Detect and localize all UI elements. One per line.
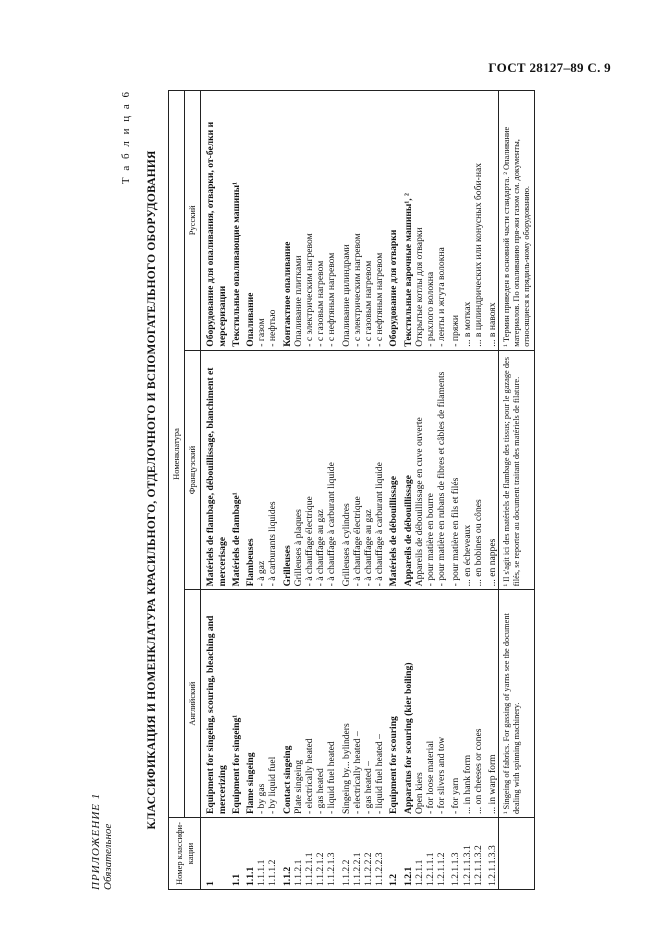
cell-en: Singeing by... bylinders: [338, 590, 352, 818]
table-row: [484, 91, 499, 890]
cell-fr: Grilleuses: [279, 350, 293, 590]
table-row: [436, 91, 447, 890]
cell-num: 1.1.2.2.2: [363, 818, 374, 890]
cell-fr: Matériels de flambage, débouillissage, blanchiment et mercerisage: [201, 350, 228, 590]
cell-en: - electrically heated –: [352, 590, 363, 818]
table-row: [267, 91, 278, 890]
cell-fr: Grilleuses à cylindres: [338, 350, 352, 590]
cell-ru: ... в навоях: [484, 91, 499, 351]
table-label: Т а б л и ц а 6: [120, 90, 132, 185]
cell-fr: - à chauffage au gaz: [315, 350, 326, 590]
cell-num: 1.1.2.1.2: [315, 818, 326, 890]
cell-num: 1.1.2.2: [338, 818, 352, 890]
cell-en: Open kiers: [414, 590, 425, 818]
cell-fr: Appareils de débouillissage en cuve ouverte: [414, 350, 425, 590]
cell-fr: - pour matière en rubans de fibres et câbles de filaments: [436, 350, 447, 590]
cell-ru: Контактное опаливание: [279, 91, 293, 351]
cell-num: 1.1.1.1: [256, 818, 267, 890]
table-row: [400, 91, 414, 890]
cell-en: Apparatus for scouring (kier boiling): [400, 590, 414, 818]
classification-table: [168, 90, 535, 890]
cell-ru: - с газовым нагревом: [315, 91, 326, 351]
table-row: [352, 91, 363, 890]
cell-num: 1: [201, 818, 228, 890]
table-row: [385, 91, 399, 890]
cell-fr: - à carburants liquides: [267, 350, 278, 590]
cell-ru: Опаливание цилиндрами: [338, 91, 352, 351]
cell-num: 1.1.2.1: [293, 818, 304, 890]
document-title: КЛАССИФИКАЦИЯ И НОМЕНКЛАТУРА КРАСИЛЬНОГО, ОТДЕЛОЧНОГО И ВСПОМОГАТЕЛЬНОГО ОБОРУДОВАНИЯ: [146, 150, 158, 830]
cell-fr: Matériels de flambage¹: [228, 350, 242, 590]
appendix-title: ПРИЛОЖЕНИЕ 1: [90, 792, 102, 890]
cell-num: 1.2.1.1.2: [436, 818, 447, 890]
cell-ru: - с газовым нагревом: [363, 91, 374, 351]
cell-fr: - à chauffage au gaz: [363, 350, 374, 590]
table-row: [304, 91, 315, 890]
table-row: [414, 91, 425, 890]
cell-en: ... in hank form: [462, 590, 473, 818]
table-row: [363, 91, 374, 890]
cell-fr: - à chauffage à carburant liquide: [374, 350, 385, 590]
table-row: [473, 91, 484, 890]
cell-fr: Appareils de débouillissage: [400, 350, 414, 590]
cell-ru: - с нефтяным нагревом: [326, 91, 337, 351]
cell-fr: ... en écheveaux: [462, 350, 473, 590]
column-header-french: Французский: [185, 350, 201, 590]
table-row: [425, 91, 436, 890]
cell-ru: ... в цилиндрических или конусных боби-нах: [473, 91, 484, 351]
cell-ru: ... в мотках: [462, 91, 473, 351]
cell-ru: Опаливание плитками: [293, 91, 304, 351]
cell-fr: - à gaz: [256, 350, 267, 590]
cell-ru: Текстильные опаливающие машины¹: [228, 91, 242, 351]
cell-num: 1.2.1.1.3.2: [473, 818, 484, 890]
cell-fr: ... en nappes: [484, 350, 499, 590]
footnote-english: ¹ Singeing of fabrics. For gassing of yarns see the document dealing with spinning machinery.: [499, 590, 535, 818]
cell-en: - by liquid fuel: [267, 590, 278, 818]
table-row: [326, 91, 337, 890]
cell-ru: - нефтью: [267, 91, 278, 351]
column-header-english: Английский: [185, 590, 201, 818]
cell-ru: - ленты и жгута волокна: [436, 91, 447, 351]
cell-en: ... in warp form: [484, 590, 499, 818]
cell-ru: Опаливание: [242, 91, 256, 351]
cell-en: - for yarn: [447, 590, 461, 818]
cell-ru: - пряжи: [447, 91, 461, 351]
cell-num: 1.2.1.1.3: [447, 818, 461, 890]
cell-fr: ... en bobines ou cônes: [473, 350, 484, 590]
rotated-page-content: [90, 90, 620, 890]
table-row: [374, 91, 385, 890]
cell-en: Equipment for scouring: [385, 590, 399, 818]
cell-ru: - с нефтяным нагревом: [374, 91, 385, 351]
cell-ru: - рыхлого волокна: [425, 91, 436, 351]
cell-en: - for loose material: [425, 590, 436, 818]
cell-num: 1.2.1.1.3.1: [462, 818, 473, 890]
cell-ru: Оборудование для опаливания, отварки, от-белки и мерсеризации: [201, 91, 228, 351]
page-header-standard: ГОСТ 28127–89 С. 9: [488, 60, 611, 75]
cell-en: - gas heated –: [363, 590, 374, 818]
cell-en: Contact singeing: [279, 590, 293, 818]
cell-en: Plate singeing: [293, 590, 304, 818]
table-row: [242, 91, 256, 890]
cell-en: - liquid fuel heated –: [374, 590, 385, 818]
table-row: [279, 91, 293, 890]
table-row: [462, 91, 473, 890]
cell-num: 1.2.1: [400, 818, 414, 890]
cell-en: ... on cheeses or cones: [473, 590, 484, 818]
cell-num: 1.2.1.1.3.3: [484, 818, 499, 890]
cell-ru: - с электрическим нагревом: [304, 91, 315, 351]
cell-en: - liquid fuel heated: [326, 590, 337, 818]
table-row: [256, 91, 267, 890]
table-row: [293, 91, 304, 890]
cell-fr: Flambeuses: [242, 350, 256, 590]
cell-en: - for slivers and tow: [436, 590, 447, 818]
cell-ru: Открытые котлы для отварки: [414, 91, 425, 351]
cell-num: 1.1.2: [279, 818, 293, 890]
appendix-subtitle: Обязательное: [102, 823, 114, 890]
cell-ru: - газом: [256, 91, 267, 351]
cell-en: - gas heated: [315, 590, 326, 818]
cell-en: - electrically heated: [304, 590, 315, 818]
cell-en: Equipment for singeing¹: [228, 590, 242, 818]
cell-num: 1.1: [228, 818, 242, 890]
column-header-nomenclature: Номенклатура: [169, 91, 185, 818]
column-header-number: Номер классифи-кации: [169, 818, 201, 890]
cell-num: 1.1.1: [242, 818, 256, 890]
table-row: [447, 91, 461, 890]
cell-ru: - с электрическим нагревом: [352, 91, 363, 351]
cell-num: 1.1.2.2.3: [374, 818, 385, 890]
table-row: [338, 91, 352, 890]
cell-num: 1.2.1.1: [414, 818, 425, 890]
cell-fr: - pour matière en fils et filés: [447, 350, 461, 590]
cell-ru: Оборудование для отварки: [385, 91, 399, 351]
cell-num: 1.1.2.2.1: [352, 818, 363, 890]
table-body: [201, 91, 499, 890]
cell-num: 1.1.2.1.1: [304, 818, 315, 890]
footnote-russian: ¹ Термин приведен в основной части стандарта. ² Опаливание материалов. По опаливанию пря-жи газом см. документы, относящиеся к прядиль-ному оборудованию.: [499, 91, 535, 351]
cell-num: 1.2.1.1.1: [425, 818, 436, 890]
cell-fr: - pour matière en bourre: [425, 350, 436, 590]
cell-ru: Текстильные варочные машины¹, ²: [400, 91, 414, 351]
table-row: [315, 91, 326, 890]
table-row: [228, 91, 242, 890]
cell-fr: - à chauffage électrique: [304, 350, 315, 590]
cell-en: Equipment for singeing, scouring, bleaching and mercerizing: [201, 590, 228, 818]
cell-num: 1.2: [385, 818, 399, 890]
appendix-label: [90, 793, 114, 890]
footnote-row: [499, 91, 535, 890]
cell-fr: Matériels de débouillissage: [385, 350, 399, 590]
column-header-russian: Русский: [185, 91, 201, 351]
cell-fr: - à chauffage électrique: [352, 350, 363, 590]
cell-num: 1.1.1.2: [267, 818, 278, 890]
cell-num: 1.1.2.1.3: [326, 818, 337, 890]
cell-en: - by gas: [256, 590, 267, 818]
cell-fr: - à chauffage à carburant liquide: [326, 350, 337, 590]
cell-en: Flame singeing: [242, 590, 256, 818]
footnote-french: ¹ Il s'agit ici des matériels de flambage des tissus; pour le gazage des filés, se reporter au document traitant des matériels de filature.: [499, 350, 535, 590]
cell-fr: Grilleuses à plaques: [293, 350, 304, 590]
table-row: [201, 91, 228, 890]
